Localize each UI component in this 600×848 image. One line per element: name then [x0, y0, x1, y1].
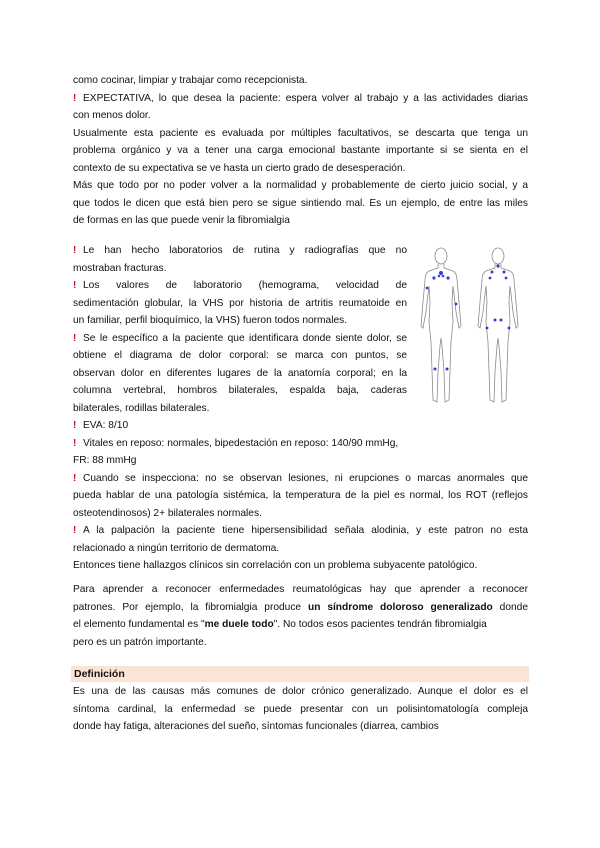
body-diagram-svg	[413, 242, 530, 412]
text-line: osteotendinosos) 2+ bilaterales normales.	[73, 507, 262, 519]
pain-marker-icon	[489, 277, 492, 280]
text-line: columna vertebral, hombros bilaterales, espalda baja, caderas	[73, 385, 407, 396]
text-line: mostraban fracturas.	[73, 262, 167, 274]
text-line: sedimentación globular, la VHS por historia de artritis reumatoide en	[73, 297, 407, 309]
text-line: bilaterales, rodillas bilaterales.	[73, 402, 210, 414]
text-line: Para aprender a reconocer enfermedades reumatológicas hay que aprender a reconocer	[73, 584, 528, 595]
pain-marker-icon	[439, 271, 443, 275]
pain-marker-icon	[491, 271, 494, 274]
text-line: observan dolor en diferentes lugares de la anatomía corporal; en la	[73, 367, 407, 379]
text-line: FR: 88 mmHg	[73, 455, 137, 466]
text-line: problema orgánico y va a tener una carga emocional bastante importante si se sienta en el	[73, 145, 528, 156]
pain-marker-icon	[496, 264, 499, 267]
text-line: con menos dolor.	[73, 110, 151, 121]
text-line: ! Los valores de laboratorio (hemograma, velocidad de	[73, 277, 407, 295]
text-line: donde hay fatiga, alteraciones del sueño, síntomas funcionales (diarrea, cambios	[73, 721, 439, 732]
section-title: Definición	[74, 668, 125, 680]
text-line: ! Se le específico a la paciente que identificara donde siente dolor, se	[73, 330, 407, 348]
text-line: pero es un patrón importante.	[73, 636, 207, 648]
pain-marker-icon	[432, 276, 435, 279]
text-line: como cocinar, limpiar y trabajar como recepcionista.	[73, 75, 308, 86]
pain-marker-icon	[486, 327, 489, 330]
text-line: ! Cuando se inspecciona: no se observan lesiones, ni erupciones o marcas anormales que	[73, 470, 528, 488]
exclamation-bullet-icon: !	[73, 332, 77, 344]
pain-marker-icon	[503, 271, 506, 274]
clinical-findings-column	[73, 242, 407, 417]
pain-marker-icon	[434, 368, 437, 371]
text-line: patrones. Por ejemplo, la fibromialgia produce un síndrome doloroso generalizado donde	[73, 601, 528, 613]
pain-marker-icon	[500, 319, 503, 322]
patterns-paragraph	[73, 581, 528, 651]
text-line: ! A la palpación la paciente tiene hipersensibilidad señala alodinia, y este patron no esta	[73, 522, 528, 540]
text-line: Es una de las causas más comunes de dolor crónico generalizado. Aunque el dolor es el	[73, 686, 528, 697]
exclamation-bullet-icon: !	[73, 420, 77, 431]
pain-marker-icon	[438, 275, 441, 278]
pain-marker-icon	[505, 277, 508, 280]
pain-marker-icon	[446, 368, 449, 371]
text-line: ! EVA: 8/10	[73, 417, 528, 435]
text-line: Entonces tiene hallazgos clínicos sin correlación con un problema subyacente patológico.	[73, 560, 478, 571]
pain-marker-icon	[446, 276, 449, 279]
pain-marker-icon	[494, 319, 497, 322]
pain-marker-icon	[426, 287, 429, 290]
pain-marker-icon	[508, 327, 511, 330]
text-line: relacionado a ningún territorio de dermatoma.	[73, 542, 280, 554]
text-line: el elemento fundamental es "me duele todo". No todos esos pacientes tendrán fibromialgia	[73, 619, 487, 630]
text-line: que todos le dicen que está bien pero se sigue sintiendo mal. Es un ejemplo, de entre las miles	[73, 197, 528, 209]
text-line: contexto de su expectativa se ve hasta un cierto grado de desesperación.	[73, 162, 406, 174]
body-pain-diagram	[413, 242, 530, 412]
text-line: ! EXPECTATIVA, lo que desea la paciente: espera volver al trabajo y a las actividades diarias	[73, 90, 528, 108]
text-line: obtiene el diagrama de dolor corporal: se marca con puntos, se	[73, 350, 407, 361]
text-line: un familiar, perfil bioquímico, la VHS) fueron todos normales.	[73, 315, 348, 326]
text-line: de formas en las que puede venir la fibromialgia	[73, 215, 290, 226]
text-line: Más que todo por no poder volver a la normalidad y probablemente de cierto juicio social, y a	[73, 180, 528, 191]
pain-marker-icon	[442, 275, 445, 278]
text-line: Usualmente esta paciente es evaluada por múltiples facultativos, se descarta que tenga un	[73, 127, 528, 139]
pain-points	[426, 264, 511, 370]
exclamation-bullet-icon: !	[73, 472, 77, 484]
intro-section	[73, 72, 528, 230]
exclamation-bullet-icon: !	[73, 92, 77, 104]
text-line: pueda hablar de una patología sistémica, la temperatura de la piel es normal, los ROT (reflejos	[73, 490, 528, 501]
text-line: síntoma cardinal, la enfermedad se puede presentar con un polisintomatología compleja	[73, 703, 528, 715]
text-line: ! Vitales en reposo: normales, bipedestación en reposo: 140/90 mmHg,	[73, 435, 528, 453]
exclamation-bullet-icon: !	[73, 437, 77, 449]
clinical-findings-continued	[73, 417, 528, 575]
exclamation-bullet-icon: !	[73, 525, 77, 536]
pain-marker-icon	[455, 303, 458, 306]
text-line: ! Le han hecho laboratorios de rutina y radiografías que no	[73, 242, 407, 260]
back-body-icon	[478, 248, 518, 402]
definition-heading	[71, 666, 529, 682]
exclamation-bullet-icon: !	[73, 245, 77, 256]
exclamation-bullet-icon: !	[73, 280, 77, 291]
definition-paragraph	[73, 683, 528, 736]
